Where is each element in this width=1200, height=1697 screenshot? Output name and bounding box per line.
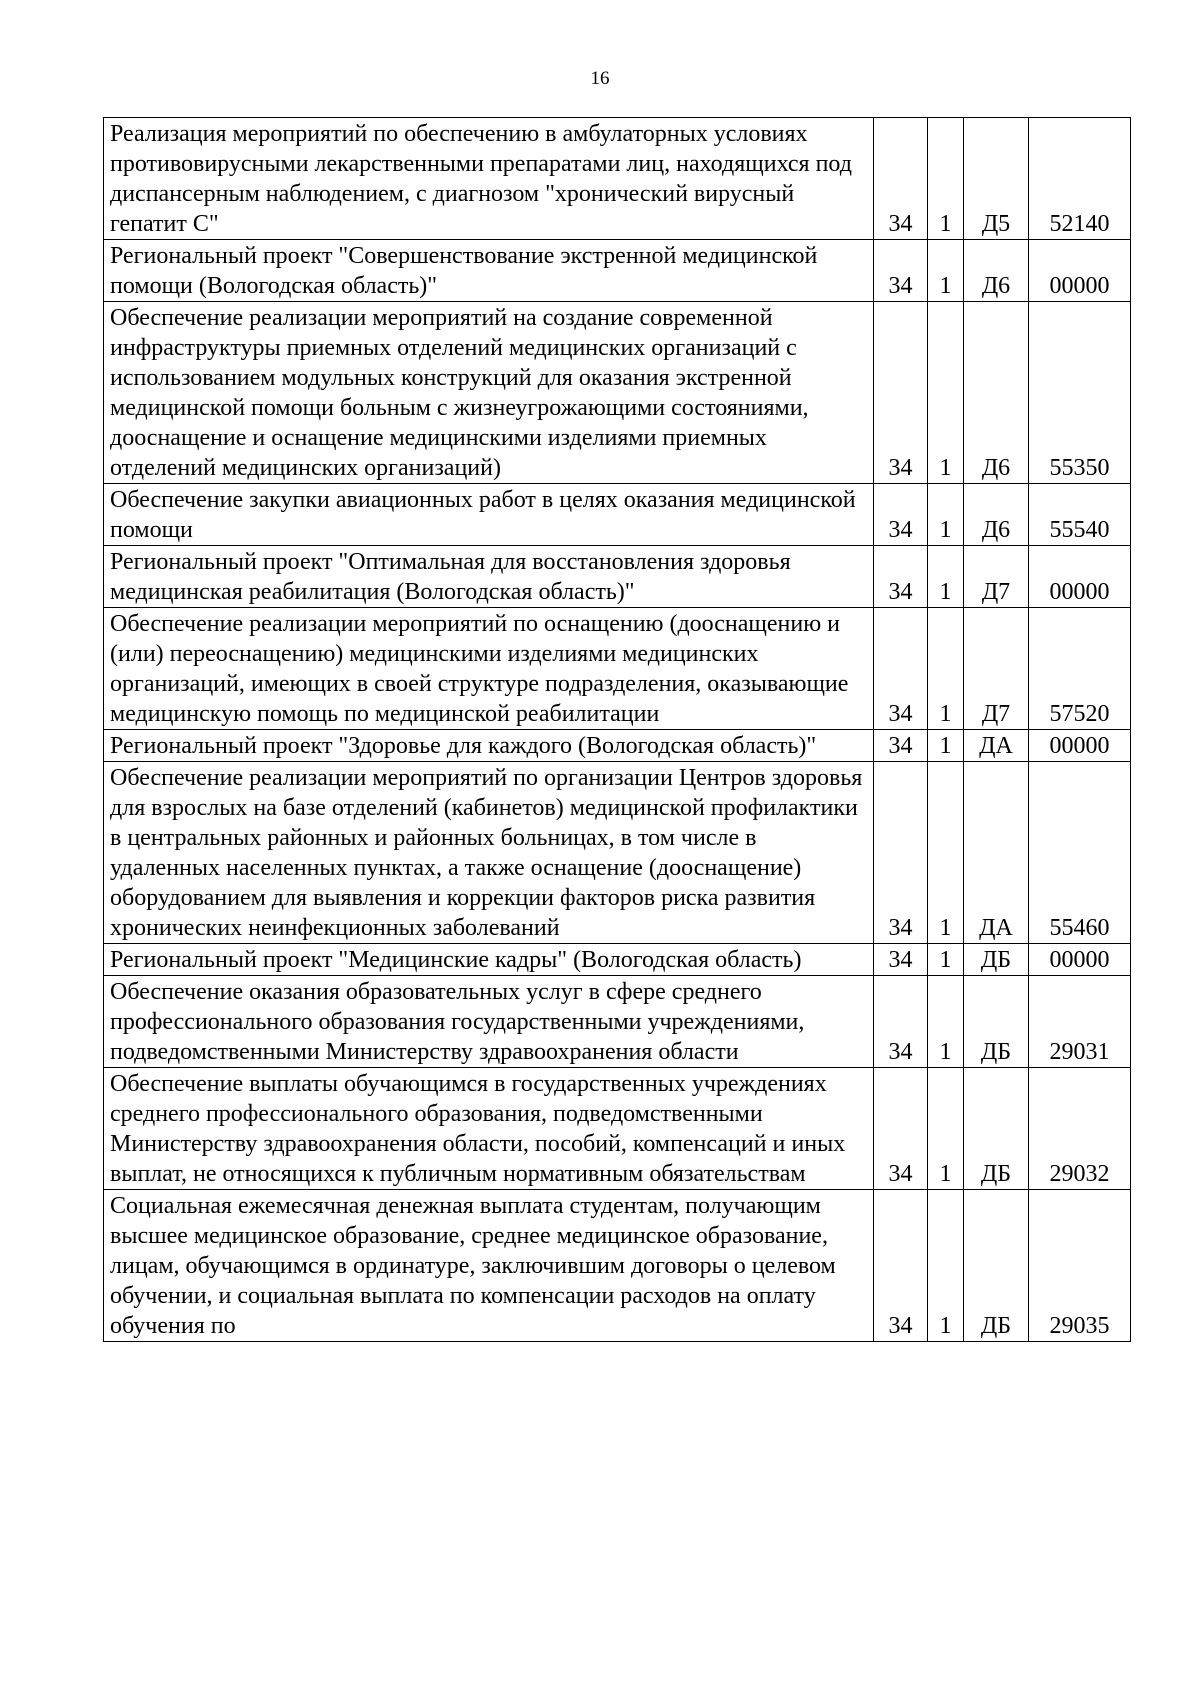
- project-code: ДБ: [964, 1190, 1029, 1342]
- row-description: Обеспечение реализации мероприятий по организации Центров здоровья для взрослых на базе отделений (кабинетов) медицинской профилактики в центральных районных и районных больницах, в том числе в удаленных населенных пунктах, а также оснащение (дооснащение) оборудованием для выявления и коррекции факторов риска развития хронических неинфекционных заболеваний: [104, 762, 874, 944]
- subprogram-code: 1: [928, 1068, 964, 1190]
- subprogram-code: 1: [928, 976, 964, 1068]
- direction-code: 55460: [1029, 762, 1131, 944]
- project-code: Д7: [964, 608, 1029, 730]
- row-description: Региональный проект "Совершенствование экстренной медицинской помощи (Вологодская область)": [104, 240, 874, 302]
- program-code: 34: [874, 302, 928, 484]
- program-code: 34: [874, 1068, 928, 1190]
- project-code: Д6: [964, 240, 1029, 302]
- row-description: Социальная ежемесячная денежная выплата студентам, получающим высшее медицинское образование, среднее медицинское образование, лицам, обучающимся в ординатуре, заключившим договоры о целевом обучении, и социальная выплата по компенсации расходов на оплату обучения по: [104, 1190, 874, 1342]
- program-code: 34: [874, 762, 928, 944]
- project-code: Д6: [964, 484, 1029, 546]
- table-row: [104, 484, 1131, 546]
- table-row: [104, 546, 1131, 608]
- subprogram-code: 1: [928, 240, 964, 302]
- table-row: [104, 1068, 1131, 1190]
- table-row: [104, 976, 1131, 1068]
- subprogram-code: 1: [928, 730, 964, 762]
- table-row: [104, 240, 1131, 302]
- row-description: Обеспечение реализации мероприятий по оснащению (дооснащению и (или) переоснащению) медицинскими изделиями медицинских организаций, имеющих в своей структуре подразделения, оказывающие медицинскую помощь по медицинской реабилитации: [104, 608, 874, 730]
- row-description: Обеспечение закупки авиационных работ в целях оказания медицинской помощи: [104, 484, 874, 546]
- direction-code: 00000: [1029, 546, 1131, 608]
- direction-code: 55350: [1029, 302, 1131, 484]
- subprogram-code: 1: [928, 1190, 964, 1342]
- table-row: [104, 118, 1131, 240]
- program-code: 34: [874, 484, 928, 546]
- program-code: 34: [874, 730, 928, 762]
- subprogram-code: 1: [928, 762, 964, 944]
- row-description: Региональный проект "Оптимальная для восстановления здоровья медицинская реабилитация (Вологодская область)": [104, 546, 874, 608]
- table-row: [104, 608, 1131, 730]
- project-code: Д7: [964, 546, 1029, 608]
- program-code: 34: [874, 1190, 928, 1342]
- row-description: Региональный проект "Здоровье для каждого (Вологодская область)": [104, 730, 874, 762]
- table-row: [104, 302, 1131, 484]
- program-code: 34: [874, 546, 928, 608]
- row-description: Региональный проект "Медицинские кадры" (Вологодская область): [104, 944, 874, 976]
- budget-classification-table: [103, 117, 1131, 1342]
- row-description: Реализация мероприятий по обеспечению в амбулаторных условиях противовирусными лекарственными препаратами лиц, находящихся под диспансерным наблюдением, с диагнозом "хронический вирусный гепатит С": [104, 118, 874, 240]
- direction-code: 00000: [1029, 240, 1131, 302]
- program-code: 34: [874, 944, 928, 976]
- table-row: [104, 944, 1131, 976]
- direction-code: 00000: [1029, 944, 1131, 976]
- row-description: Обеспечение выплаты обучающимся в государственных учреждениях среднего профессионального образования, подведомственными Министерству здравоохранения области, пособий, компенсаций и иных выплат, не относящихся к публичным нормативным обязательствам: [104, 1068, 874, 1190]
- program-code: 34: [874, 976, 928, 1068]
- direction-code: 29032: [1029, 1068, 1131, 1190]
- subprogram-code: 1: [928, 608, 964, 730]
- project-code: ДБ: [964, 976, 1029, 1068]
- project-code: ДА: [964, 730, 1029, 762]
- project-code: Д6: [964, 302, 1029, 484]
- table-row: [104, 1190, 1131, 1342]
- direction-code: 29035: [1029, 1190, 1131, 1342]
- row-description: Обеспечение оказания образовательных услуг в сфере среднего профессионального образования государственными учреждениями, подведомственными Министерству здравоохранения области: [104, 976, 874, 1068]
- direction-code: 29031: [1029, 976, 1131, 1068]
- subprogram-code: 1: [928, 118, 964, 240]
- direction-code: 00000: [1029, 730, 1131, 762]
- project-code: Д5: [964, 118, 1029, 240]
- subprogram-code: 1: [928, 546, 964, 608]
- subprogram-code: 1: [928, 944, 964, 976]
- page-number: 16: [590, 68, 610, 89]
- program-code: 34: [874, 608, 928, 730]
- table-row: [104, 730, 1131, 762]
- row-description: Обеспечение реализации мероприятий на создание современной инфраструктуры приемных отделений медицинских организаций с использованием модульных конструкций для оказания экстренной медицинской помощи больным с жизнеугрожающими состояниями, дооснащение и оснащение медицинскими изделиями приемных отделений медицинских организаций): [104, 302, 874, 484]
- subprogram-code: 1: [928, 484, 964, 546]
- direction-code: 52140: [1029, 118, 1131, 240]
- project-code: ДА: [964, 762, 1029, 944]
- direction-code: 57520: [1029, 608, 1131, 730]
- direction-code: 55540: [1029, 484, 1131, 546]
- project-code: ДБ: [964, 1068, 1029, 1190]
- subprogram-code: 1: [928, 302, 964, 484]
- program-code: 34: [874, 240, 928, 302]
- project-code: ДБ: [964, 944, 1029, 976]
- table-row: [104, 762, 1131, 944]
- program-code: 34: [874, 118, 928, 240]
